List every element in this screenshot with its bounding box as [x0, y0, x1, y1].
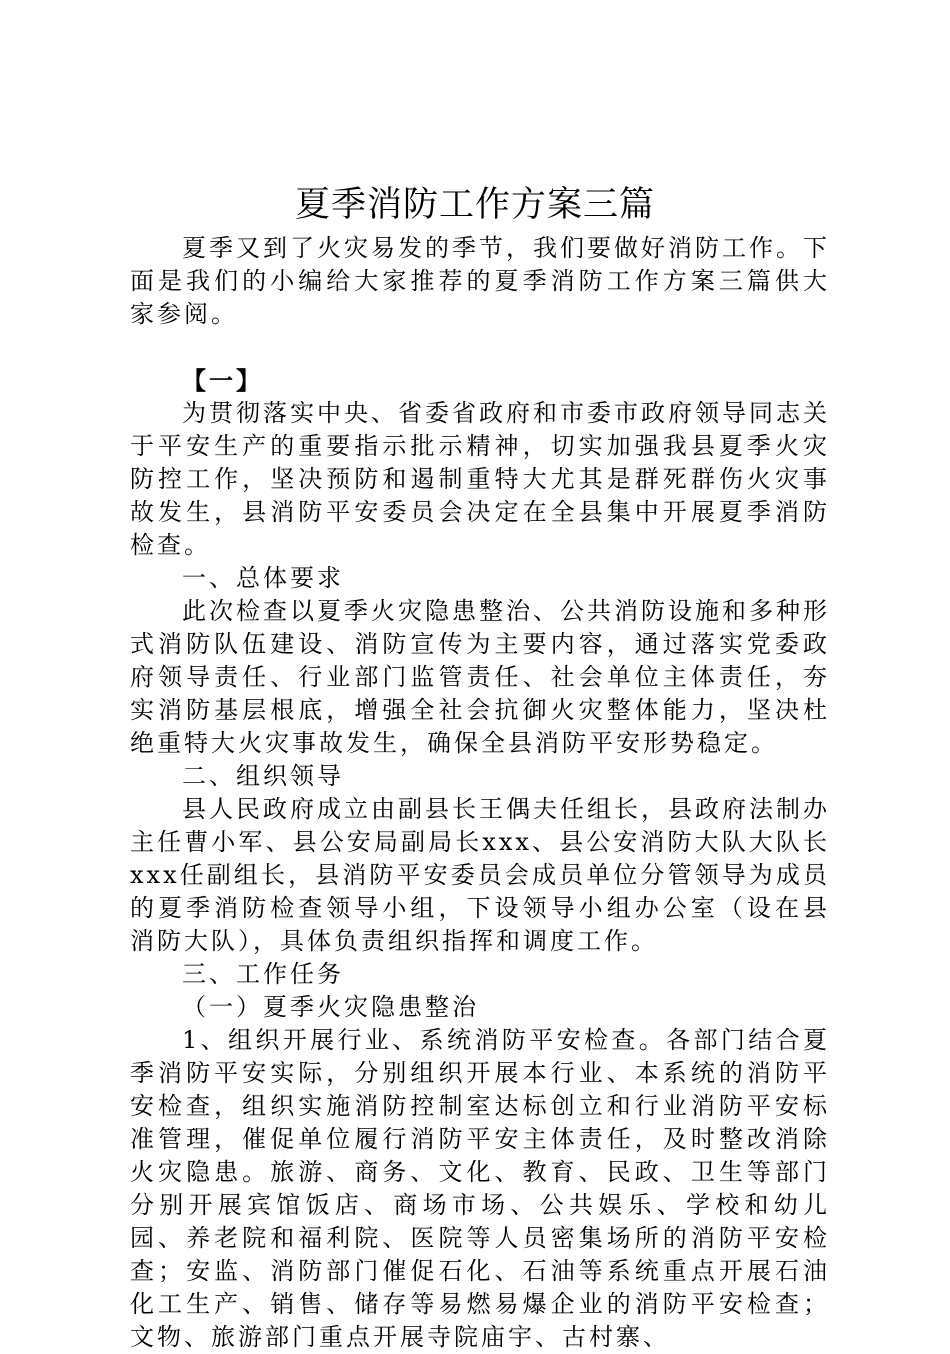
document-title: 夏季消防工作方案三篇: [294, 185, 655, 225]
paragraph-2: 此次检查以夏季火灾隐患整治、公共消防设施和多种形式消防队伍建设、消防宣传为主要内容，通过落实党委政府领导责任、行业部门监管责任、社会单位主体责任，夯实消防基层根底，增强全社会抗御火灾整体能力，坚决杜绝重特大火灾事故发生，确保全县消防平安形势稳定。: [130, 597, 830, 757]
heading-organization-leadership: 二、组织领导: [182, 762, 344, 790]
paragraph-3: 县人民政府成立由副县长王偶夫任组长，县政府法制办主任曹小军、县公安局副局长xxx、县公安消防大队大队长xxx任副组长，县消防平安委员会成员单位分管领导为成员的夏季消防检查领导小组，下设领导小组办公室（设在县消防大队），具体负责组织指挥和调度工作。: [130, 795, 830, 955]
section-marker: 【一】: [182, 366, 263, 395]
heading-work-tasks: 三、工作任务: [182, 960, 344, 988]
subheading-hazard-rectification: （一）夏季火灾隐患整治: [182, 993, 479, 1021]
intro-paragraph: 夏季又到了火灾易发的季节，我们要做好消防工作。下面是我们的小编给大家推荐的夏季消防工作方案三篇供大家参阅。: [130, 234, 830, 328]
paragraph-4: 1、组织开展行业、系统消防平安检查。各部门结合夏季消防平安实际，分别组织开展本行业、本系统的消防平安检查，组织实施消防控制室达标创立和行业消防平安标准管理，催促单位履行消防平安主体责任，及时整改消除火灾隐患。旅游、商务、文化、教育、民政、卫生等部门分别开展宾馆饭店、商场市场、公共娱乐、学校和幼儿园、养老院和福利院、医院等人员密集场所的消防平安检查；安监、消防部门催促石化、石油等系统重点开展石油化工生产、销售、储存等易燃易爆企业的消防平安检查；文物、旅游部门重点开展寺院庙宇、古村寨、: [130, 1026, 830, 1351]
heading-overall-requirements: 一、总体要求: [182, 564, 344, 592]
document-body: [130, 232, 830, 1354]
paragraph-1: 为贯彻落实中央、省委省政府和市委市政府领导同志关于平安生产的重要指示批示精神，切实加强我县夏季火灾防控工作，坚决预防和遏制重特大尤其是群死群伤火灾事故发生，县消防平安委员会决定在全县集中开展夏季消防检查。: [130, 399, 830, 559]
